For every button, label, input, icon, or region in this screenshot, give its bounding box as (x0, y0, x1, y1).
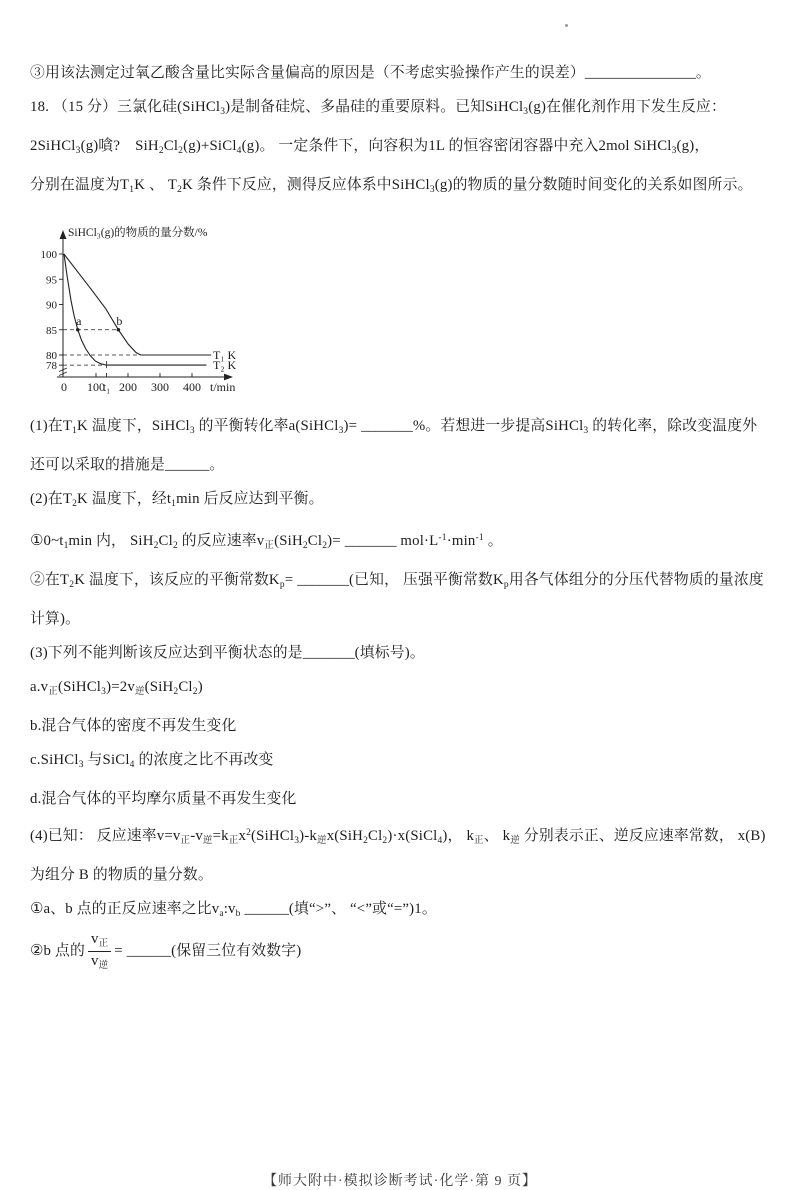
question-18-2: (2)在$T_2K$ 温度下，经$t_1\min$ 后反应达到平衡。 (30, 491, 324, 509)
svg-text:78: 78 (46, 360, 57, 373)
svg-text:100: 100 (87, 380, 105, 394)
svg-text:SiHCl₃(g)的物质的量分数/%: SiHCl₃(g)的物质的量分数/% (68, 227, 208, 239)
svg-text:a: a (76, 313, 82, 328)
svg-text:100: 100 (40, 249, 57, 261)
svg-text:85: 85 (46, 324, 57, 337)
chart-figure (30, 225, 770, 397)
reaction-conditions: 分别在温度为$T_1K$ 、 $T_2K$ 条件下反应，测得反应体系中SiHCl$_3$(g)的物质的量分数随时间变化的关系如图所示。 (30, 177, 753, 195)
reaction-equation: 2SiHCl$_3$(g)嗿? $SiH_2Cl_2(g)+SiCl_4(g)$。 一定条件下，向容积为1L 的恒容密闭容器中充入2mol SiHCl$_3$(g)， (30, 138, 710, 156)
svg-text:200: 200 (119, 380, 137, 394)
svg-text:T₂ K: T₂ K (213, 358, 237, 373)
question-18-3: (3)下列不能判断该反应达到平衡状态的是_______(填标号)。 (30, 645, 425, 661)
svg-text:400: 400 (183, 380, 201, 394)
svg-text:0: 0 (61, 380, 67, 394)
question-18-2-1: $①0\sim t_1\min$ 内， $SiH_2Cl_2$ 的反应速率$v_正(SiH_2Cl_2)=$ _______ $mol\cdot L^{-1}\cdot\min^{-1}$ 。 (30, 533, 503, 551)
svg-text:80: 80 (46, 350, 57, 362)
stray-speck (565, 24, 568, 27)
svg-text:b: b (116, 313, 123, 328)
svg-text:t₁: t₁ (102, 380, 111, 394)
question-17-part3: ③用该法测定过氧乙酸含量比实际含量偏高的原因是（不考虑实验操作产生的误差）_______________。 (30, 65, 711, 81)
question-18-intro: 18. （15 分）三氯化硅(SiHCl$_3$)是制备硅烷、多晶硅的重要原料。已知SiHCl$_3$(g)在催化剂作用下发生反应： (30, 99, 727, 117)
option-a: $a.v_正(SiHCl_3)=2v_逆(SiH_2Cl_2)$ (30, 679, 203, 697)
option-c: c.SiHCl$_3$ 与SiCl$_4$ 的浓度之比不再改变 (30, 752, 274, 770)
page-footer: 【师大附中·模拟诊断考试·化学·第 9 页】 (263, 1174, 537, 1189)
svg-text:T₁ K: T₁ K (213, 348, 237, 362)
svg-text:300: 300 (151, 380, 169, 394)
svg-text:95: 95 (46, 274, 57, 287)
svg-text:t/min: t/min (210, 380, 236, 394)
fraction-v-forward-over-v-reverse: $\frac{v_正}{v_逆}$ (88, 931, 111, 972)
question-18-4: (4)已知： 反应速率$v=v_正-v_逆=k_正x^2(SiHCl_3)-k_逆x(SiH_2Cl_2)\cdot x(SiCl_4)$， $k_正$、 $k_逆$ 分别表示正、逆反应速率常数， x(B) 为组分 B 的物质的量分数。 (30, 828, 766, 883)
svg-text:90: 90 (46, 299, 57, 312)
question-18-4-1: ①a、b 点的正反应速率之比$v_a:v_b$ ______(填“>”、 “<”或“=”)1。 (30, 901, 437, 919)
question-18-2-2: ②在$T_2K$ 温度下，该反应的平衡常数$K_p=$ _______(已知， 压强平衡常数$K_p$用各气体组分的分压代替物质的量浓度计算)。 (30, 572, 764, 627)
option-d: d.混合气体的平均摩尔质量不再发生变化 (30, 791, 297, 807)
exam-page (30, 56, 770, 972)
question-18-1: (1)在$T_1K$ 温度下，SiHCl$_3$ 的平衡转化率a(SiHCl$_3$)= _______%。若想进一步提高SiHCl$_3$ 的转化率，除改变温度外还可以采取的措施是______。 (30, 418, 758, 473)
equilibrium-chart (30, 225, 240, 397)
option-b: b.混合气体的密度不再发生变化 (30, 718, 237, 734)
question-18-4-2: ②b 点的 $\frac{v_正}{v_逆}$ = ______(保留三位有效数字) (30, 931, 302, 971)
